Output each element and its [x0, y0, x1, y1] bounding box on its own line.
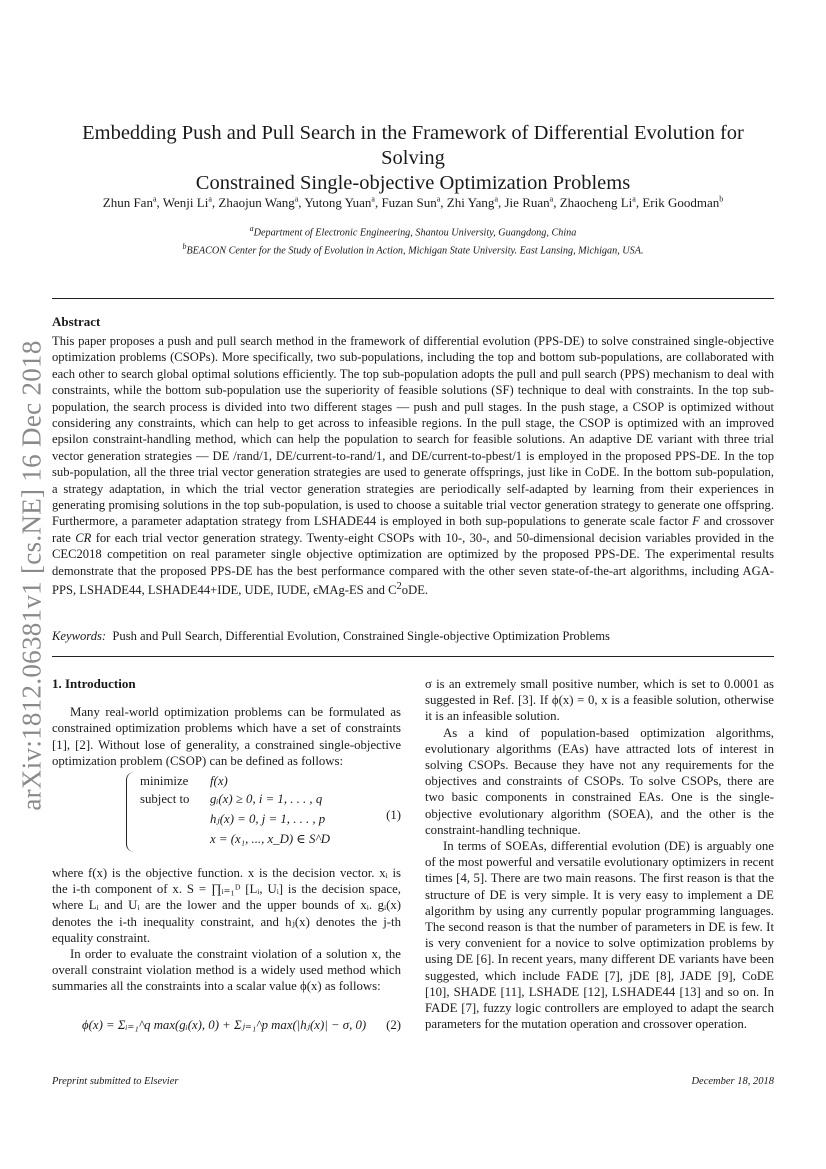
- author: Wenji Li$^a$,: [162, 195, 219, 211]
- abstract-body: This paper proposes a push and pull search method in the framework of differential evolution (PPS-DE) to solve constrained single-objective optimization problems (CSOPs). More specifically, two sub-populations, including the top and bottom sub-populations, are collaborated with each other to search global optimal solutions efficiently. The top sub-population adopts the pull and pull search (PPS) mechanism to deal with constraints, while the bottom sub-population use the superiority of feasible solutions (SF) technique to deal with constraints. In the top sub-population, the search process is divided into two different stages — push and pull stages. In the push stage, a CSOP is optimized without considering any constraints, which can help to get across to infeasible regions. In the pull stage, the CSOP is optimized with an improved epsilon constraint-handling method, which can help the population to search for feasible solutions. An adaptive DE variant with three trial vector generation strategies — DE /rand/1, DE/current-to-rand/1, and DE/current-to-pbest/1 is employed in the proposed PPS-DE. In the top sub-population, all the three trial vector generation strategies are used to generate offsprings, just like in CoDE. In the bottom sub-population, a strategy adaptation, in which the trial vector generation strategies are periodically self-adapted by learning from their experiences in generating promising solutions in the top sub-population, is used to choose a suitable trial vector generation strategy to generate one offspring. Furthermore, a parameter adaptation strategy from LSHADE44 is employed in both sup-populations to generate scale factor F and crossover rate CR for each trial vector generation strategy. Twenty-eight CSOPs with 10-, 30-, and 50-dimensional decision variables provided in the CEC2018 competition on real parameter single objective optimization are optimized by the proposed PPS-DE. The experimental results demonstrate that the proposed PPS-DE has the best performance compared with the other seven state-of-the-art algorithms, including AGA-PPS, LSHADE44, LSHADE44+IDE, UDE, IUDE, ϵMAg-ES and $C^2oDE$.: [52, 334, 774, 598]
- paragraph: Many real-world optimization problems can be formulated as constrained optimization problems which have a set of constraints [1], [2]. Without lose of generality, a constrained single-objective optimization problem (CSOP) can be defined as follows:: [52, 705, 401, 768]
- paragraph: σ is an extremely small positive number, which is set to 0.0001 as suggested in Ref. [3]. If ϕ(x) = 0, x is a feasible solution, otherwise it is an infeasible solution.: [425, 677, 774, 724]
- keywords-label: Keywords:: [52, 629, 107, 643]
- footer-preprint: Preprint submitted to Elsevier: [52, 1076, 179, 1087]
- affiliation-a: $^a$Department of Electronic Engineering, Shantou University, Guangdong, China: [249, 224, 577, 239]
- equation-number: (1): [386, 808, 401, 823]
- bottom-divider: [52, 656, 774, 657]
- title-line-1: Embedding Push and Pull Search in the Framework of Differential Evolution for Solving: [82, 122, 744, 169]
- author: Zhaojun Wang$^a$,: [218, 195, 305, 211]
- paper-title: [52, 121, 774, 196]
- abstract-heading: Abstract: [52, 314, 101, 329]
- paragraph: In terms of SOEAs, differential evolution (DE) is arguably one of the most powerful and versatile evolutionary optimizers in recent times [4, 5]. There are two main reasons. The first reason is that the structure of DE is very simple. It is very easy to implement a DE algorithm by using any currently popular programming languages. The second reason is that the number of parameters in DE is few. It is very convenient for a novice to solve optimization problems by using DE [6]. In recent years, many different DE variants have been suggested, which include FADE [7], jDE [8], JADE [9], CoDE [10], SHADE [11], LSHADE [12], LSHADE44 [13] and so on. In FADE [7], fuzzy logic controllers are employed to adapt the search parameters for the mutation operation and crossover operation.: [425, 839, 774, 1032]
- section-heading: 1. Introduction: [52, 676, 136, 691]
- author-list: [52, 192, 774, 211]
- right-column: [425, 676, 774, 1032]
- paragraph: As a kind of population-based optimization algorithms, evolutionary algorithms (EAs) have attracted lots of interest in solving CSOPs. Because they have not any requirements for the objectives and constraints of CSOPs. To solve CSOPs, there are two basic components in constrained EAs. One is the single-objective evolutionary algorithm (SOEA), and the other is the constraint-handling technique.: [425, 725, 774, 837]
- left-column: [52, 676, 401, 1055]
- keywords: [52, 629, 774, 644]
- equation-1: minimize f(x) subject to gᵢ(x) ≥ 0, i = 1, . . . , q hⱼ(x) = 0, j = 1, . . . , p x = (x₁, ..., x_D) ∈ S^D (1): [52, 771, 401, 865]
- top-divider: [52, 298, 774, 299]
- footer-date: December 18, 2018: [691, 1076, 774, 1087]
- title-line-2: Constrained Single-objective Optimization Problems: [195, 172, 631, 194]
- equation-number: (2): [386, 1017, 401, 1032]
- author: Yutong Yuan$^a$,: [304, 195, 382, 211]
- affiliations: [52, 222, 774, 259]
- equation-brace: [126, 772, 137, 852]
- author: Jie Ruan$^a$,: [504, 195, 560, 211]
- author: Zhaocheng Li$^a$,: [559, 195, 643, 211]
- paragraph: where f(x) is the objective function. x is the decision vector. xᵢ is the i-th component of x. S = ∏ᵢ₌₁ᴰ [Lᵢ, Uᵢ] is the decision space, where Lᵢ and Uᵢ are the lower and the upper bounds of xᵢ. gᵢ(x) denotes the i-th inequality constraint, and hⱼ(x) denotes the j-th equality constraint.: [52, 866, 401, 945]
- keywords-text: Push and Pull Search, Differential Evolution, Constrained Single-objective Optimization Problems: [112, 629, 610, 643]
- author: Zhi Yang$^a$,: [446, 195, 505, 211]
- equation-2: ϕ(x) = Σᵢ₌₁^q max(gᵢ(x), 0) + Σⱼ₌₁^p max(|hⱼ(x)| − σ, 0) (2): [82, 1017, 401, 1032]
- author: Erik Goodman$^b$: [642, 195, 724, 211]
- author: Zhun Fan$^a$,: [102, 195, 163, 211]
- arxiv-id: arXiv:1812.06381v1 [cs.NE] 16 Dec 2018: [16, 339, 47, 811]
- paragraph: In order to evaluate the constraint violation of a solution x, the overall constraint violation method is a widely used method which summaries all the constraints into a scalar value ϕ(x) as follows:: [52, 947, 401, 994]
- author: Fuzan Sun$^a$,: [381, 195, 447, 211]
- affiliation-b: $^b$BEACON Center for the Study of Evolution in Action, Michigan State University. East Lansing, Michigan, USA.: [182, 242, 644, 257]
